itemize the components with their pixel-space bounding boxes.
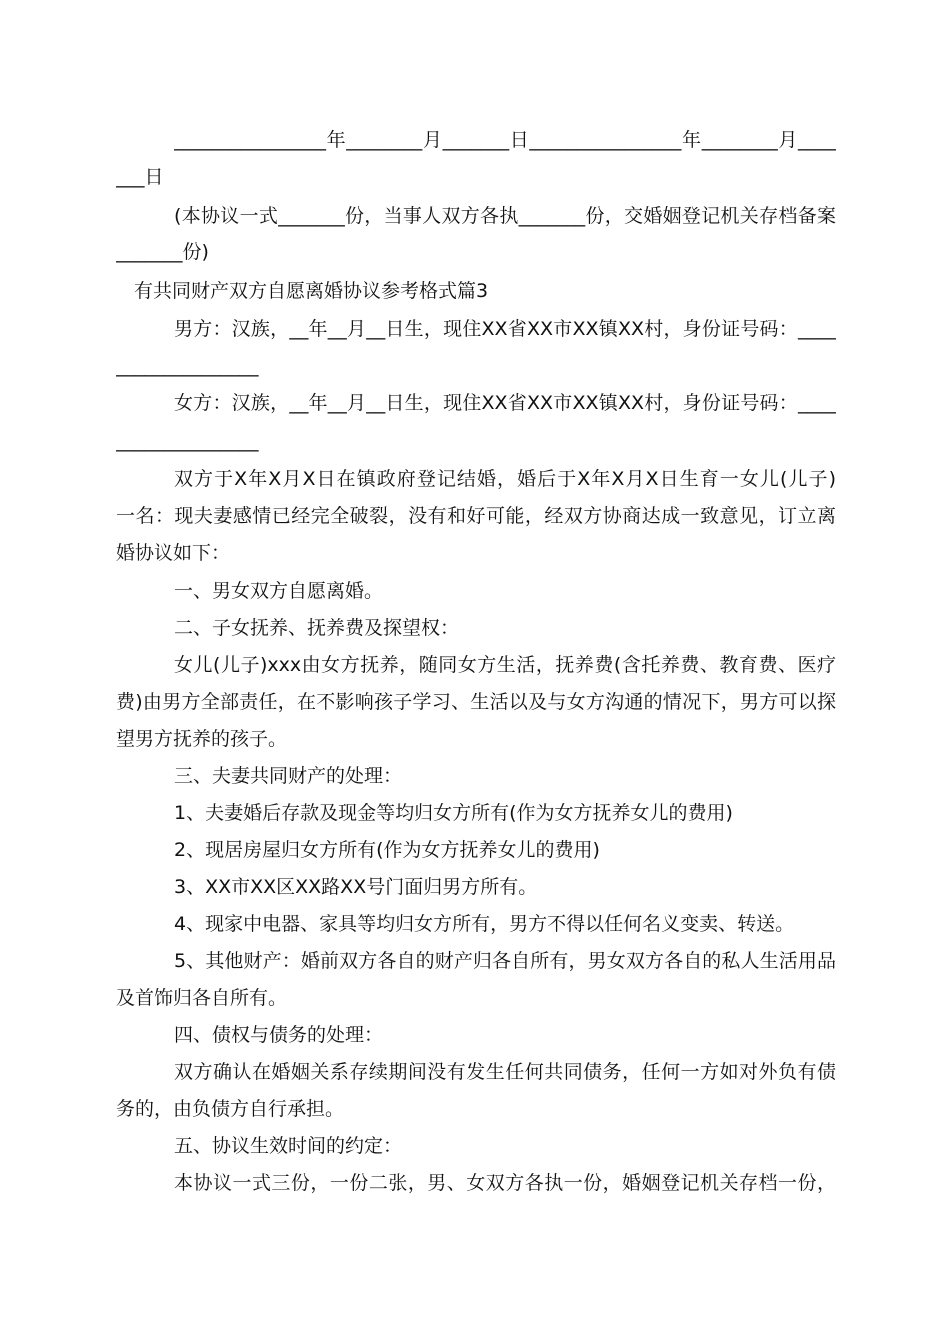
effective-paragraph-line: 本协议一式三份，一份二张，男、女双方各执一份，婚姻登记机关存档一份， [174, 1172, 836, 1194]
custody-paragraph-line: 女儿(儿子)xxx由女方抚养，随同女方生活，抚养费(含托养费、教育费、医疗 [174, 654, 836, 676]
custody-paragraph-line: 望男方抚养的孩子。 [116, 728, 288, 750]
custody-paragraph-line: 费)由男方全部责任，在不影响孩子学习、生活以及与女方沟通的情况下，男方可以探 [116, 691, 836, 713]
property-item: 3、XX市XX区XX路XX号门面归男方所有。 [174, 876, 538, 898]
clause-heading: 二、子女抚养、抚养费及探望权： [174, 617, 460, 639]
property-item-continued: 及首饰归各自所有。 [116, 987, 288, 1009]
marriage-paragraph-line: 婚协议如下： [116, 542, 231, 564]
copies-note-continued: _______份) [116, 241, 209, 263]
debt-paragraph-line: 务的，由负债方自行承担。 [116, 1098, 345, 1120]
property-item: 4、现家中电器、家具等均归女方所有，男方不得以任何名义变卖、转送。 [174, 913, 795, 935]
debt-paragraph-line: 双方确认在婚姻关系存续期间没有发生任何共同债务，任何一方如对外负有债 [174, 1061, 836, 1083]
section-title: 有共同财产双方自愿离婚协议参考格式篇3 [134, 280, 489, 302]
signature-date-line-continued: ___日 [116, 166, 164, 188]
female-id-blank: _______________ [116, 430, 259, 452]
female-party-info: 女方：汉族，__年__月__日生，现住XX省XX市XX镇XX村，身份证号码：____ [174, 392, 836, 414]
clause-heading: 三、夫妻共同财产的处理： [174, 765, 403, 787]
clause-heading: 一、男女双方自愿离婚。 [174, 580, 384, 602]
clause-heading: 四、债权与债务的处理： [174, 1024, 384, 1046]
male-party-info: 男方：汉族，__年__月__日生，现住XX省XX市XX镇XX村，身份证号码：____ [174, 318, 836, 340]
clause-heading: 五、协议生效时间的约定： [174, 1135, 403, 1157]
property-item: 1、夫妻婚后存款及现金等均归女方所有(作为女方抚养女儿的费用) [174, 802, 733, 824]
marriage-paragraph-line: 双方于X年X月X日在镇政府登记结婚，婚后于X年X月X日生育一女儿(儿子) [174, 468, 836, 490]
signature-date-line: ________________年________月_______日________________年________月____ [174, 129, 836, 151]
property-item: 5、其他财产：婚前双方各自的财产归各自所有，男女双方各自的私人生活用品 [174, 950, 836, 972]
property-item: 2、现居房屋归女方所有(作为女方抚养女儿的费用) [174, 839, 600, 861]
marriage-paragraph-line: 一名：现夫妻感情已经完全破裂，没有和好可能，经双方协商达成一致意见，订立离 [116, 505, 836, 527]
copies-note: (本协议一式_______份，当事人双方各执_______份，交婚姻登记机关存档备案 [174, 205, 836, 227]
male-id-blank: _______________ [116, 355, 259, 377]
